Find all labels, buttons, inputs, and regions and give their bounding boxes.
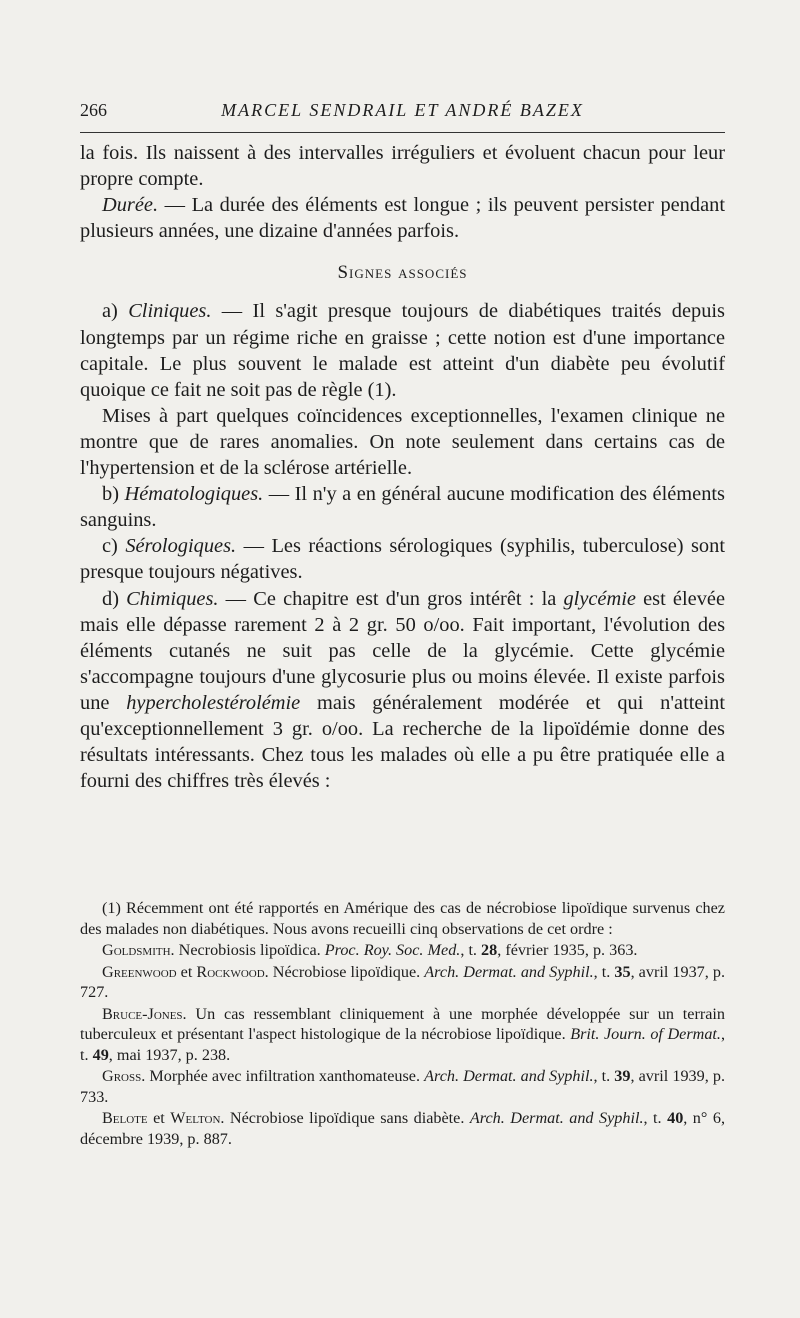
ref-text: et [147,1109,171,1127]
ref-journal: Brit. Journ. of Dermat. [570,1025,721,1043]
ref-volume: 35 [614,962,631,981]
paragraph-serologiques [80,533,725,585]
paragraph-label: Hématologiques. [124,483,264,506]
running-head: MARCEL SENDRAIL ET ANDRÉ BAZEX [221,100,584,120]
ref-text: , t. [593,1067,615,1085]
item-prefix: a) [102,300,129,323]
ref-text: et [176,962,197,981]
ref-title: Necrobiosis lipoïdica. [174,941,325,959]
ref-journal: Proc. Roy. Soc. Med. [324,941,461,959]
paragraph-text: — Il n'y a en général aucune modification des éléments sanguins. [80,483,725,532]
item-prefix: d) [102,587,127,610]
ref-rest: , n° 6, décembre 1939, p. 887. [80,1109,725,1148]
ref-journal: Arch. Dermat. and Syphil. [469,1109,644,1127]
paragraph-text: — Il s'agit presque toujours de diabétiques traités depuis longtemps par un régime riche en graisse ; cette notion est d'une importance capitale. Le plus souvent le malade est atteint d'un diabète peu évolutif quoique ce fait ne soit pas de règle (1). [80,300,725,401]
main-text [80,140,725,794]
ref-title: Nécrobiose lipoïdique. [268,962,425,981]
paragraph-label: Sérologiques. [125,535,237,558]
paragraph-continuation: la fois. Ils naissent à des intervalles irréguliers et évoluent chacun pour leur propre compte. [80,142,725,191]
ref-volume: 49 [92,1045,109,1064]
header-rule [80,132,725,133]
footnotes [80,898,725,1150]
section-heading: Signes associés [337,262,468,284]
paragraph-text: mais généralement modérée et qui n'atteint qu'exceptionnellement 3 gr. o/oo. La recherche de la lipoïdémie donne des résultats intéressants. Chez tous les malades où elle a pu être pratiquée elle a fourni des chiffres très élevés : [80,691,725,793]
paragraph-hematologiques [80,481,725,533]
ref-author: Greenwood [102,962,177,981]
ref-rest: , février 1935, p. 363. [497,941,638,959]
ref-rest: , avril 1937, p. 727. [80,962,725,1001]
ref-rest: , mai 1937, p. 238. [108,1045,231,1064]
ref-journal: Arch. Dermat. and Syphil. [424,1067,594,1085]
ref-text: , t. [460,941,482,959]
ref-journal: Arch. Dermat. and Syphil. [424,962,594,981]
ref-volume: 39 [614,1067,631,1085]
italic-term: hypercholestérolémie [126,691,301,714]
ref-text: , t. [593,962,615,981]
footnote-reference [80,962,725,1003]
ref-volume: 40 [667,1109,684,1127]
ref-text: , t. [80,1025,726,1064]
footnote-reference [80,1066,725,1107]
footnote-reference [80,1004,725,1066]
item-prefix: b) [102,483,125,506]
footnote-intro: (1) Récemment ont été rapportés en Amérique des cas de nécrobiose lipoïdique survenus chez des malades non diabétiques. Nous avons recueilli cinq observations de cet ordre : [80,899,725,938]
ref-title: Nécrobiose lipoïdique sans diabète. [224,1109,470,1127]
ref-title: Morphée avec infiltration xanthomateuse. [145,1067,425,1085]
italic-term: glycémie [563,587,636,610]
paragraph-label: Durée. [102,194,159,217]
ref-author: Gross. [102,1067,146,1085]
ref-author: Goldsmith. [102,941,175,959]
ref-author: Welton. [170,1109,225,1127]
ref-rest: , avril 1939, p. 733. [80,1067,725,1106]
ref-author: Belote [102,1109,148,1127]
paragraph-text: — La durée des éléments est longue ; ils peuvent persister pendant plusieurs années, une dizaine d'années parfois. [80,194,725,243]
item-prefix: c) [102,535,126,558]
paragraph-chimiques [80,586,725,795]
paragraph-duree [80,192,725,244]
paragraph-examen: Mises à part quelques coïncidences exceptionnelles, l'examen clinique ne montre que de rares anomalies. On note seulement dans certains cas de l'hypertension et de la sclérose artérielle. [80,404,725,480]
ref-author: Bruce-Jones. [102,1004,187,1023]
footnote-reference [80,1108,725,1149]
footnote-reference [80,940,725,961]
ref-title: Un cas ressemblant cliniquement à une morphée développée sur un terrain tuberculeux et présentant l'aspect histologique de la nécrobiose lipoïdique. [80,1004,725,1043]
paragraph-label: Cliniques. [128,300,212,323]
page-header [80,96,725,126]
ref-volume: 28 [481,941,498,959]
ref-author: Rockwood. [196,962,269,981]
page-number: 266 [80,100,107,120]
paragraph-text: — Ce chapitre est d'un gros intérêt : la [218,587,564,610]
paragraph-cliniques [80,298,725,402]
paragraph-label: Chimiques. [126,587,219,610]
ref-text: , t. [643,1109,668,1127]
paragraph-text: — Les réactions sérologiques (syphilis, tuberculose) sont presque toujours négatives. [80,535,725,584]
paragraph-text: est élevée mais elle dépasse rarement 2 à 2 gr. 50 o/oo. Fait important, l'évolution des éléments cutanés ne suit pas celle de la glycémie. Cette glycémie s'accompagne toujours d'une glycosurie plus ou moins élevée. Il existe parfois une [80,587,725,714]
